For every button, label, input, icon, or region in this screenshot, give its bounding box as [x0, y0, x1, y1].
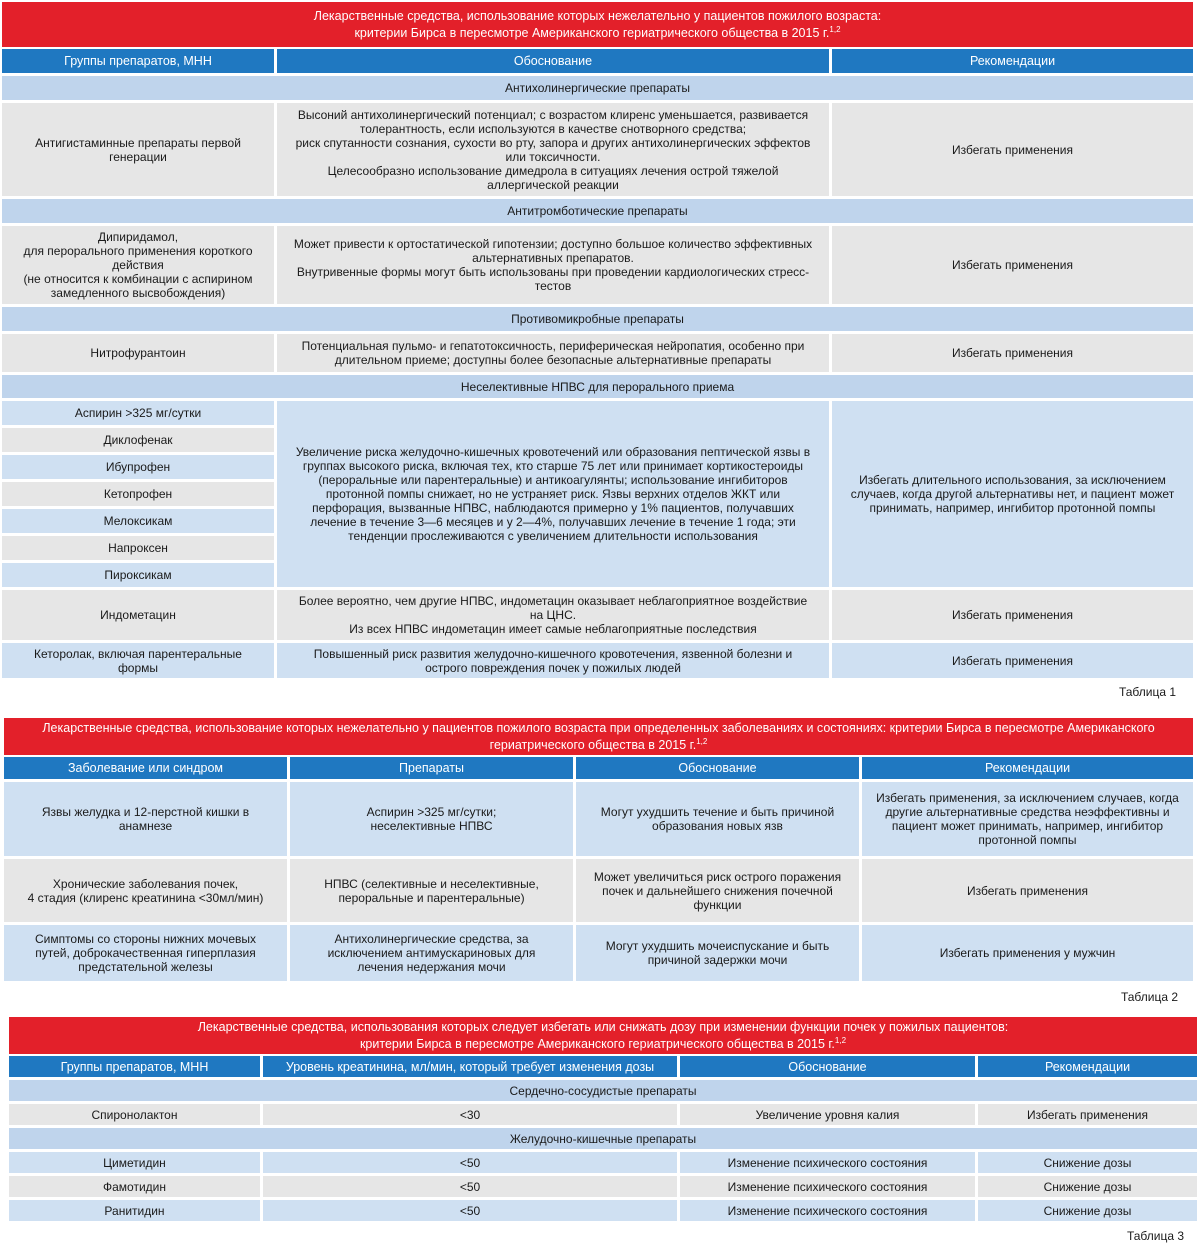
- column-header: Рекомендации: [862, 757, 1193, 779]
- drug-cell: Ранитидин: [9, 1200, 260, 1221]
- drug-cell: Спиронолактон: [9, 1104, 260, 1125]
- column-header: Группы препаратов, МНН: [2, 49, 274, 73]
- table-1-title: [2, 2, 1193, 47]
- table-3-title-sup: 1,2: [834, 1035, 847, 1045]
- drug-cell: Дипиридамол, для перорального применения короткого действия (не относится к комбинации с аспирином замедленного высвобождения): [2, 226, 274, 304]
- recommendation-cell: Избегать применения: [832, 103, 1193, 196]
- table-2-grid: [4, 757, 1193, 981]
- table-1-title-line1: Лекарственные средства, использование которых нежелательно у пациентов пожилого возраста:: [313, 8, 882, 23]
- table-2-title-sup: 1,2: [696, 736, 708, 746]
- column-header: Обоснование: [576, 757, 859, 779]
- condition-cell: Хронические заболевания почек, 4 стадия (клиренс креатинина <30мл/мин): [4, 859, 287, 922]
- nsaid-drug-cell: Кетопрофен: [2, 482, 274, 506]
- nsaid-reason-cell: Увеличение риска желудочно-кишечных кровотечений или образования пептической язвы в группах высокого риска, включая тех, кто старше 75 лет или принимает кортикостероиды (пероральные или парентеральные) и антикоагулянты; использование ингибиторов протонной помпы снижает, но не устраняет риск. Язвы верхних отделов ЖКТ или перфорация, вызванные НПВС, наблюдаются примерно у 1% пациентов, получавших лечение в течение 3—6 месяцев и у 2—4%, получавших лечение в течение 1 года; эти тенденции прослеживаются с увеличением длительности использования: [277, 401, 829, 587]
- column-header: Препараты: [290, 757, 573, 779]
- reason-cell: Повышенный риск развития желудочно-кишечного кровотечения, язвенной болезни и острого повреждения почек у пожилых людей: [277, 643, 829, 678]
- condition-cell: Язвы желудка и 12-перстной кишки в анамнезе: [4, 782, 287, 856]
- table-3-caption: Таблица 3: [1126, 1229, 1184, 1243]
- recommendation-cell: Снижение дозы: [978, 1152, 1197, 1173]
- section-header: Неселективные НПВС для перорального приема: [2, 375, 1193, 398]
- table-3-title: [9, 1017, 1197, 1054]
- table-3-title-line2: критерии Бирса в пересмотре Американского гериатрического общества в 2015 г.: [359, 1037, 835, 1052]
- drug-cell: Антигистаминные препараты первой генерации: [2, 103, 274, 196]
- reason-cell: Увеличение уровня калия: [680, 1104, 975, 1125]
- creatinine-cell: <30: [263, 1104, 677, 1125]
- drug-cell: Антихолинергические средства, за исключением антимускариновых для лечения недержания мочи: [290, 925, 573, 981]
- drug-cell: Аспирин >325 мг/сутки; неселективные НПВС: [290, 782, 573, 856]
- column-header: Рекомендации: [978, 1056, 1197, 1077]
- column-header: Рекомендации: [832, 49, 1193, 73]
- column-header: Группы препаратов, МНН: [9, 1056, 260, 1077]
- reason-cell: Могут ухудшить мочеиспускание и быть причиной задержки мочи: [576, 925, 859, 981]
- recommendation-cell: Избегать применения: [832, 226, 1193, 304]
- drug-cell: НПВС (селективные и неселективные, пероральные и парентеральные): [290, 859, 573, 922]
- recommendation-cell: Избегать применения, за исключением случаев, когда другие альтернативные средства неэффективны и пациент может принимать, например, ингибитор протонной помпы: [862, 782, 1193, 856]
- nsaid-recommendation-cell: Избегать длительного использования, за исключением случаев, когда другой альтернативы нет, и пациент может принимать, например, ингибитор протонной помпы: [832, 401, 1193, 587]
- recommendation-cell: Избегать применения у мужчин: [862, 925, 1193, 981]
- recommendation-cell: Избегать применения: [978, 1104, 1197, 1125]
- column-header: Заболевание или синдром: [4, 757, 287, 779]
- table-1-title-line2: критерии Бирса в пересмотре Американского гериатрического общества в 2015 г.: [354, 26, 830, 41]
- section-header: Желудочно-кишечные препараты: [9, 1128, 1197, 1149]
- nsaid-drug-cell: Аспирин >325 мг/сутки: [2, 401, 274, 425]
- recommendation-cell: Снижение дозы: [978, 1176, 1197, 1197]
- reason-cell: Изменение психического состояния: [680, 1152, 975, 1173]
- reason-cell: Потенциальная пульмо- и гепатотоксичность, периферическая нейропатия, особенно при длительном приеме; доступны более безопасные альтернативные препараты: [277, 334, 829, 372]
- table-1-grid: [2, 49, 1193, 678]
- section-header: Противомикробные препараты: [2, 307, 1193, 331]
- nsaid-drug-cell: Диклофенак: [2, 428, 274, 452]
- drug-cell: Фамотидин: [9, 1176, 260, 1197]
- reason-cell: Более вероятно, чем другие НПВС, индометацин оказывает неблагоприятное воздействие на ЦНС. Из всех НПВС индометацин имеет самые неблагоприятные последствия: [277, 590, 829, 640]
- recommendation-cell: Избегать применения: [862, 859, 1193, 922]
- section-header: Антитромботические препараты: [2, 199, 1193, 223]
- reason-cell: Изменение психического состояния: [680, 1200, 975, 1221]
- nsaid-drug-cell: Ибупрофен: [2, 455, 274, 479]
- drug-cell: Циметидин: [9, 1152, 260, 1173]
- nsaid-drug-cell: Напроксен: [2, 536, 274, 560]
- creatinine-cell: <50: [263, 1176, 677, 1197]
- table-1: [2, 2, 1193, 678]
- table-3: [9, 1017, 1197, 1221]
- column-header: Обоснование: [680, 1056, 975, 1077]
- creatinine-cell: <50: [263, 1152, 677, 1173]
- table-2-caption: Таблица 2: [1120, 990, 1178, 1004]
- table-1-caption: Таблица 1: [1118, 685, 1176, 699]
- table-2-title-line2: гериатрического общества в 2015 г.: [489, 738, 697, 753]
- table-1-title-sup: 1,2: [829, 24, 841, 34]
- table-3-grid: [9, 1056, 1197, 1221]
- table-2: [4, 718, 1193, 981]
- reason-cell: Изменение психического состояния: [680, 1176, 975, 1197]
- reason-cell: Может привести к ортостатической гипотензии; доступно большое количество эффективных альтернативных препаратов. Внутривенные формы могут быть использованы при проведении кардиологических стресс-тестов: [277, 226, 829, 304]
- section-header: Антихолинергические препараты: [2, 76, 1193, 100]
- reason-cell: Могут ухудшить течение и быть причиной образования новых язв: [576, 782, 859, 856]
- recommendation-cell: Избегать применения: [832, 590, 1193, 640]
- column-header: Уровень креатинина, мл/мин, который требует изменения дозы: [263, 1056, 677, 1077]
- recommendation-cell: Избегать применения: [832, 643, 1193, 678]
- table-2-title-line1: Лекарственные средства, использование которых нежелательно у пациентов пожилого возраста при определенных заболеваниях и состояниях: критерии Бирса в пересмотре Американского: [42, 720, 1155, 735]
- nsaid-drug-cell: Пироксикам: [2, 563, 274, 587]
- recommendation-cell: Снижение дозы: [978, 1200, 1197, 1221]
- drug-cell: Кеторолак, включая парентеральные формы: [2, 643, 274, 678]
- reason-cell: Может увеличиться риск острого поражения почек и дальнейшего снижения почечной функции: [576, 859, 859, 922]
- creatinine-cell: <50: [263, 1200, 677, 1221]
- column-header: Обоснование: [277, 49, 829, 73]
- table-2-title: [4, 718, 1193, 755]
- section-header: Сердечно-сосудистые препараты: [9, 1080, 1197, 1101]
- drug-cell: Нитрофурантоин: [2, 334, 274, 372]
- nsaid-drug-cell: Мелоксикам: [2, 509, 274, 533]
- table-3-title-line1: Лекарственные средства, использования которых следует избегать или снижать дозу при изменении функции почек у пожилых пациентов:: [197, 1019, 1009, 1034]
- condition-cell: Симптомы со стороны нижних мочевых путей, доброкачественная гиперплазия предстательной железы: [4, 925, 287, 981]
- drug-cell: Индометацин: [2, 590, 274, 640]
- reason-cell: Высоний антихолинергический потенциал; с возрастом клиренс уменьшается, развивается толерантность, если используются в качестве снотворного средства; риск спутанности сознания, сухости во рту, запора и других антихолинергических эффектов или токсичности. Целесообразно использование димедрола в ситуациях лечения острой тяжелой аллергической реакции: [277, 103, 829, 196]
- recommendation-cell: Избегать применения: [832, 334, 1193, 372]
